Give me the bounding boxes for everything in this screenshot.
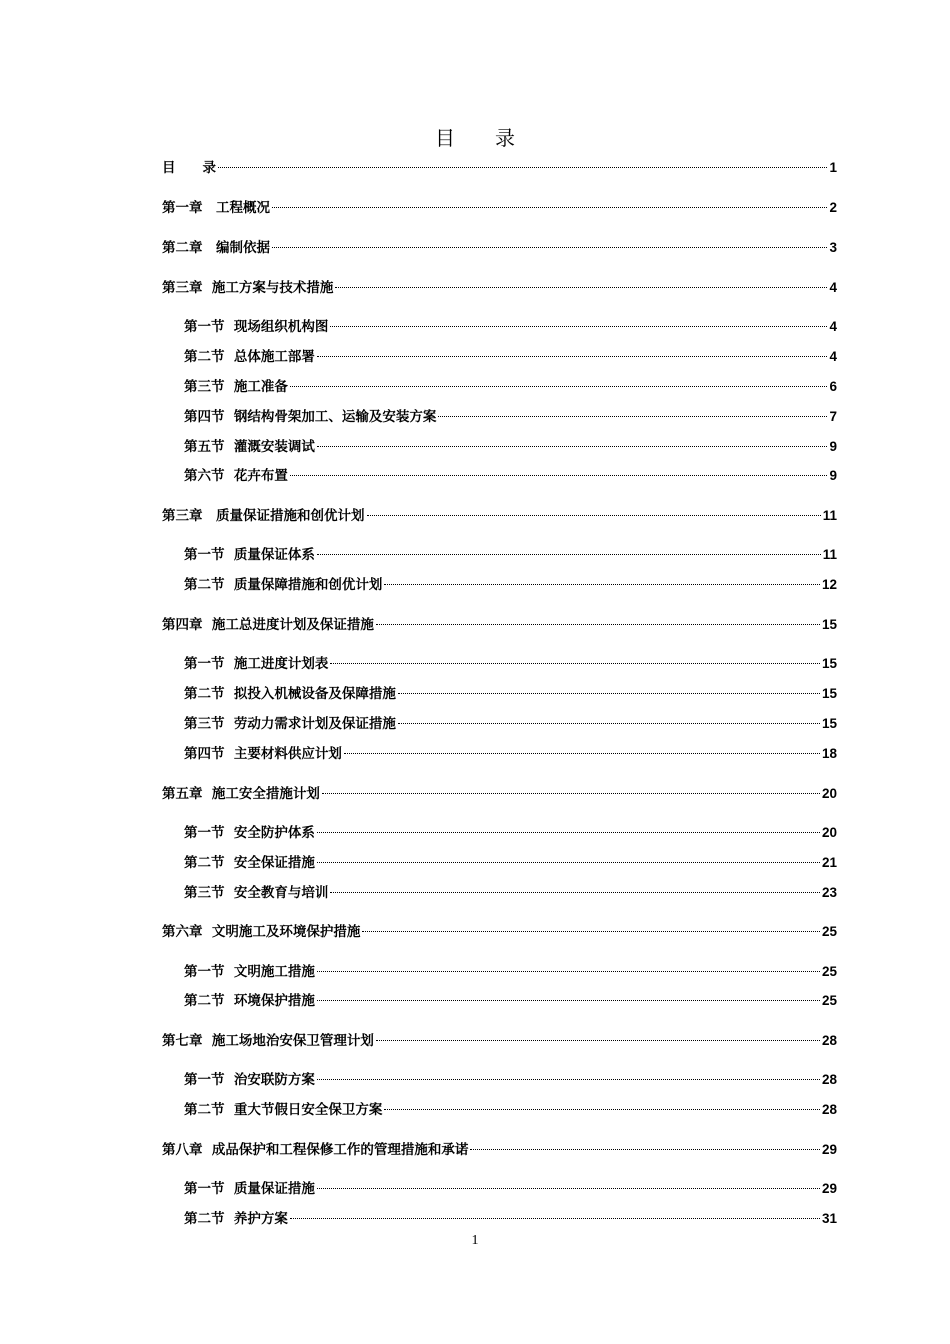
toc-entry-label: 第六章 文明施工及环境保护措施 [162, 924, 361, 940]
dot-leader [272, 207, 827, 208]
toc-entry-label: 目 录 [162, 160, 216, 176]
toc-entry-page: 4 [829, 319, 837, 334]
toc-entry-label: 第一节 质量保证措施 [184, 1181, 315, 1197]
toc-entry-page: 20 [821, 786, 837, 801]
toc-entry[interactable] [162, 921, 837, 943]
dot-leader [335, 287, 827, 288]
toc-entry-page: 29 [821, 1181, 837, 1196]
toc-entry-label: 第四节 钢结构骨架加工、运输及安装方案 [184, 409, 437, 425]
toc-entry-page: 3 [829, 240, 837, 255]
dot-leader [317, 446, 828, 447]
toc-entry-label: 第一节 质量保证体系 [184, 547, 315, 563]
toc-entry-label: 第二节 安全保证措施 [184, 855, 315, 871]
toc-subentry[interactable] [184, 822, 837, 844]
dot-leader [317, 832, 820, 833]
toc-entry-label: 第六节 花卉布置 [184, 468, 288, 484]
toc-subentry[interactable] [184, 683, 837, 705]
toc-entry-label: 第一节 治安联防方案 [184, 1072, 315, 1088]
toc-entry-label: 第三章 质量保证措施和创优计划 [162, 508, 365, 524]
toc-subentry[interactable] [184, 1208, 837, 1230]
toc-subentry[interactable] [184, 346, 837, 368]
dot-leader [290, 1218, 820, 1219]
toc-entry-page: 1 [829, 160, 837, 175]
toc-entry-page: 15 [821, 656, 837, 671]
toc-entry-label: 第四章 施工总进度计划及保证措施 [162, 617, 374, 633]
toc-entry-label: 第七章 施工场地治安保卫管理计划 [162, 1033, 374, 1049]
toc-subentry[interactable] [184, 743, 837, 765]
toc-entry-label: 第五节 灌溉安装调试 [184, 439, 315, 455]
toc-entry-page: 15 [821, 617, 837, 632]
toc-entry-label: 第二节 环境保护措施 [184, 993, 315, 1009]
toc-entry-page: 25 [821, 924, 837, 939]
dot-leader [330, 663, 820, 664]
toc-entry-page: 23 [821, 885, 837, 900]
toc-entry[interactable] [162, 237, 837, 259]
toc-entry-label: 第八章 成品保护和工程保修工作的管理措施和承诺 [162, 1142, 469, 1158]
toc-entry-label: 第一节 现场组织机构图 [184, 319, 329, 335]
toc-entry-label: 第二节 重大节假日安全保卫方案 [184, 1102, 383, 1118]
dot-leader [384, 1109, 820, 1110]
toc-entry-page: 28 [821, 1033, 837, 1048]
toc-subentry[interactable] [184, 316, 837, 338]
toc-entry-page: 2 [829, 200, 837, 215]
dot-leader [290, 386, 828, 387]
toc-entry-page: 4 [829, 280, 837, 295]
toc-entry-label: 第一节 文明施工措施 [184, 964, 315, 980]
dot-leader [218, 167, 827, 168]
toc-entry-page: 29 [821, 1142, 837, 1157]
toc-entry-label: 第五章 施工安全措施计划 [162, 786, 320, 802]
toc-entry-label: 第三章 施工方案与技术措施 [162, 280, 334, 296]
dot-leader [398, 693, 820, 694]
toc-entry-label: 第四节 主要材料供应计划 [184, 746, 342, 762]
toc-entry-label: 第二章 编制依据 [162, 240, 270, 256]
dot-leader [367, 515, 821, 516]
toc-entry[interactable] [162, 277, 837, 299]
toc-entry-page: 11 [822, 508, 837, 523]
dot-leader [344, 753, 820, 754]
toc-entry-page: 4 [829, 349, 837, 364]
toc-entry-page: 28 [821, 1102, 837, 1117]
toc-subentry[interactable] [184, 574, 837, 596]
toc-entry-page: 12 [821, 577, 837, 592]
toc-entry-label: 第三节 劳动力需求计划及保证措施 [184, 716, 396, 732]
toc-subentry[interactable] [184, 1099, 837, 1121]
toc-entry-page: 7 [829, 409, 837, 424]
toc-subentry[interactable] [184, 406, 837, 428]
toc-subentry[interactable] [184, 990, 837, 1012]
dot-leader [438, 416, 827, 417]
toc-entry-page: 18 [821, 746, 837, 761]
toc-subentry[interactable] [184, 852, 837, 874]
dot-leader [376, 624, 820, 625]
toc-subentry[interactable] [184, 882, 837, 904]
toc-entry-label: 第一章 工程概况 [162, 200, 270, 216]
toc-entry[interactable] [162, 157, 837, 179]
toc-subentry[interactable] [184, 376, 837, 398]
dot-leader [272, 247, 827, 248]
dot-leader [317, 971, 820, 972]
toc-entry-page: 11 [822, 547, 837, 562]
toc-entry-page: 9 [829, 439, 837, 454]
dot-leader [384, 584, 820, 585]
toc-subentry[interactable] [184, 1178, 837, 1200]
toc-entry-page: 28 [821, 1072, 837, 1087]
dot-leader [398, 723, 820, 724]
toc-entry-label: 第三节 施工准备 [184, 379, 288, 395]
dot-leader [317, 1079, 820, 1080]
toc-entry[interactable] [162, 505, 837, 527]
toc-entry-page: 25 [821, 993, 837, 1008]
dot-leader [317, 1000, 820, 1001]
toc-entry-page: 31 [821, 1211, 837, 1226]
toc-subentry[interactable] [184, 544, 837, 566]
toc-entry-label: 第二节 拟投入机械设备及保障措施 [184, 686, 396, 702]
toc-entry-page: 20 [821, 825, 837, 840]
toc-title: 目 录 [435, 126, 515, 150]
dot-leader [330, 892, 820, 893]
toc-subentry[interactable] [184, 961, 837, 983]
toc-entry-page: 25 [821, 964, 837, 979]
toc-entry-label: 第一节 施工进度计划表 [184, 656, 329, 672]
toc-entry-page: 9 [829, 468, 837, 483]
page-number: 1 [471, 1233, 479, 1248]
toc-entry-label: 第三节 安全教育与培训 [184, 885, 329, 901]
toc-entry-page: 15 [821, 686, 837, 701]
toc-subentry[interactable] [184, 653, 837, 675]
dot-leader [322, 793, 820, 794]
dot-leader [330, 326, 827, 327]
dot-leader [317, 862, 820, 863]
toc-subentry[interactable] [184, 713, 837, 735]
toc-subentry[interactable] [184, 1069, 837, 1091]
toc-entry-page: 6 [829, 379, 837, 394]
toc-entry-page: 15 [821, 716, 837, 731]
toc-entry[interactable] [162, 1030, 837, 1052]
toc-entry-label: 第一节 安全防护体系 [184, 825, 315, 841]
dot-leader [470, 1149, 820, 1150]
toc-entry[interactable] [162, 197, 837, 219]
toc-subentry[interactable] [184, 465, 837, 487]
dot-leader [362, 931, 820, 932]
dot-leader [290, 475, 828, 476]
dot-leader [317, 356, 828, 357]
dot-leader [317, 554, 821, 555]
toc-entry-label: 第二节 质量保障措施和创优计划 [184, 577, 383, 593]
toc-entry[interactable] [162, 783, 837, 805]
toc-entry-label: 第二节 总体施工部署 [184, 349, 315, 365]
toc-entry-label: 第二节 养护方案 [184, 1211, 288, 1227]
toc-entry[interactable] [162, 1139, 837, 1161]
toc-subentry[interactable] [184, 436, 837, 458]
toc-entry-page: 21 [821, 855, 837, 870]
dot-leader [376, 1040, 820, 1041]
toc-entry[interactable] [162, 614, 837, 636]
dot-leader [317, 1188, 820, 1189]
